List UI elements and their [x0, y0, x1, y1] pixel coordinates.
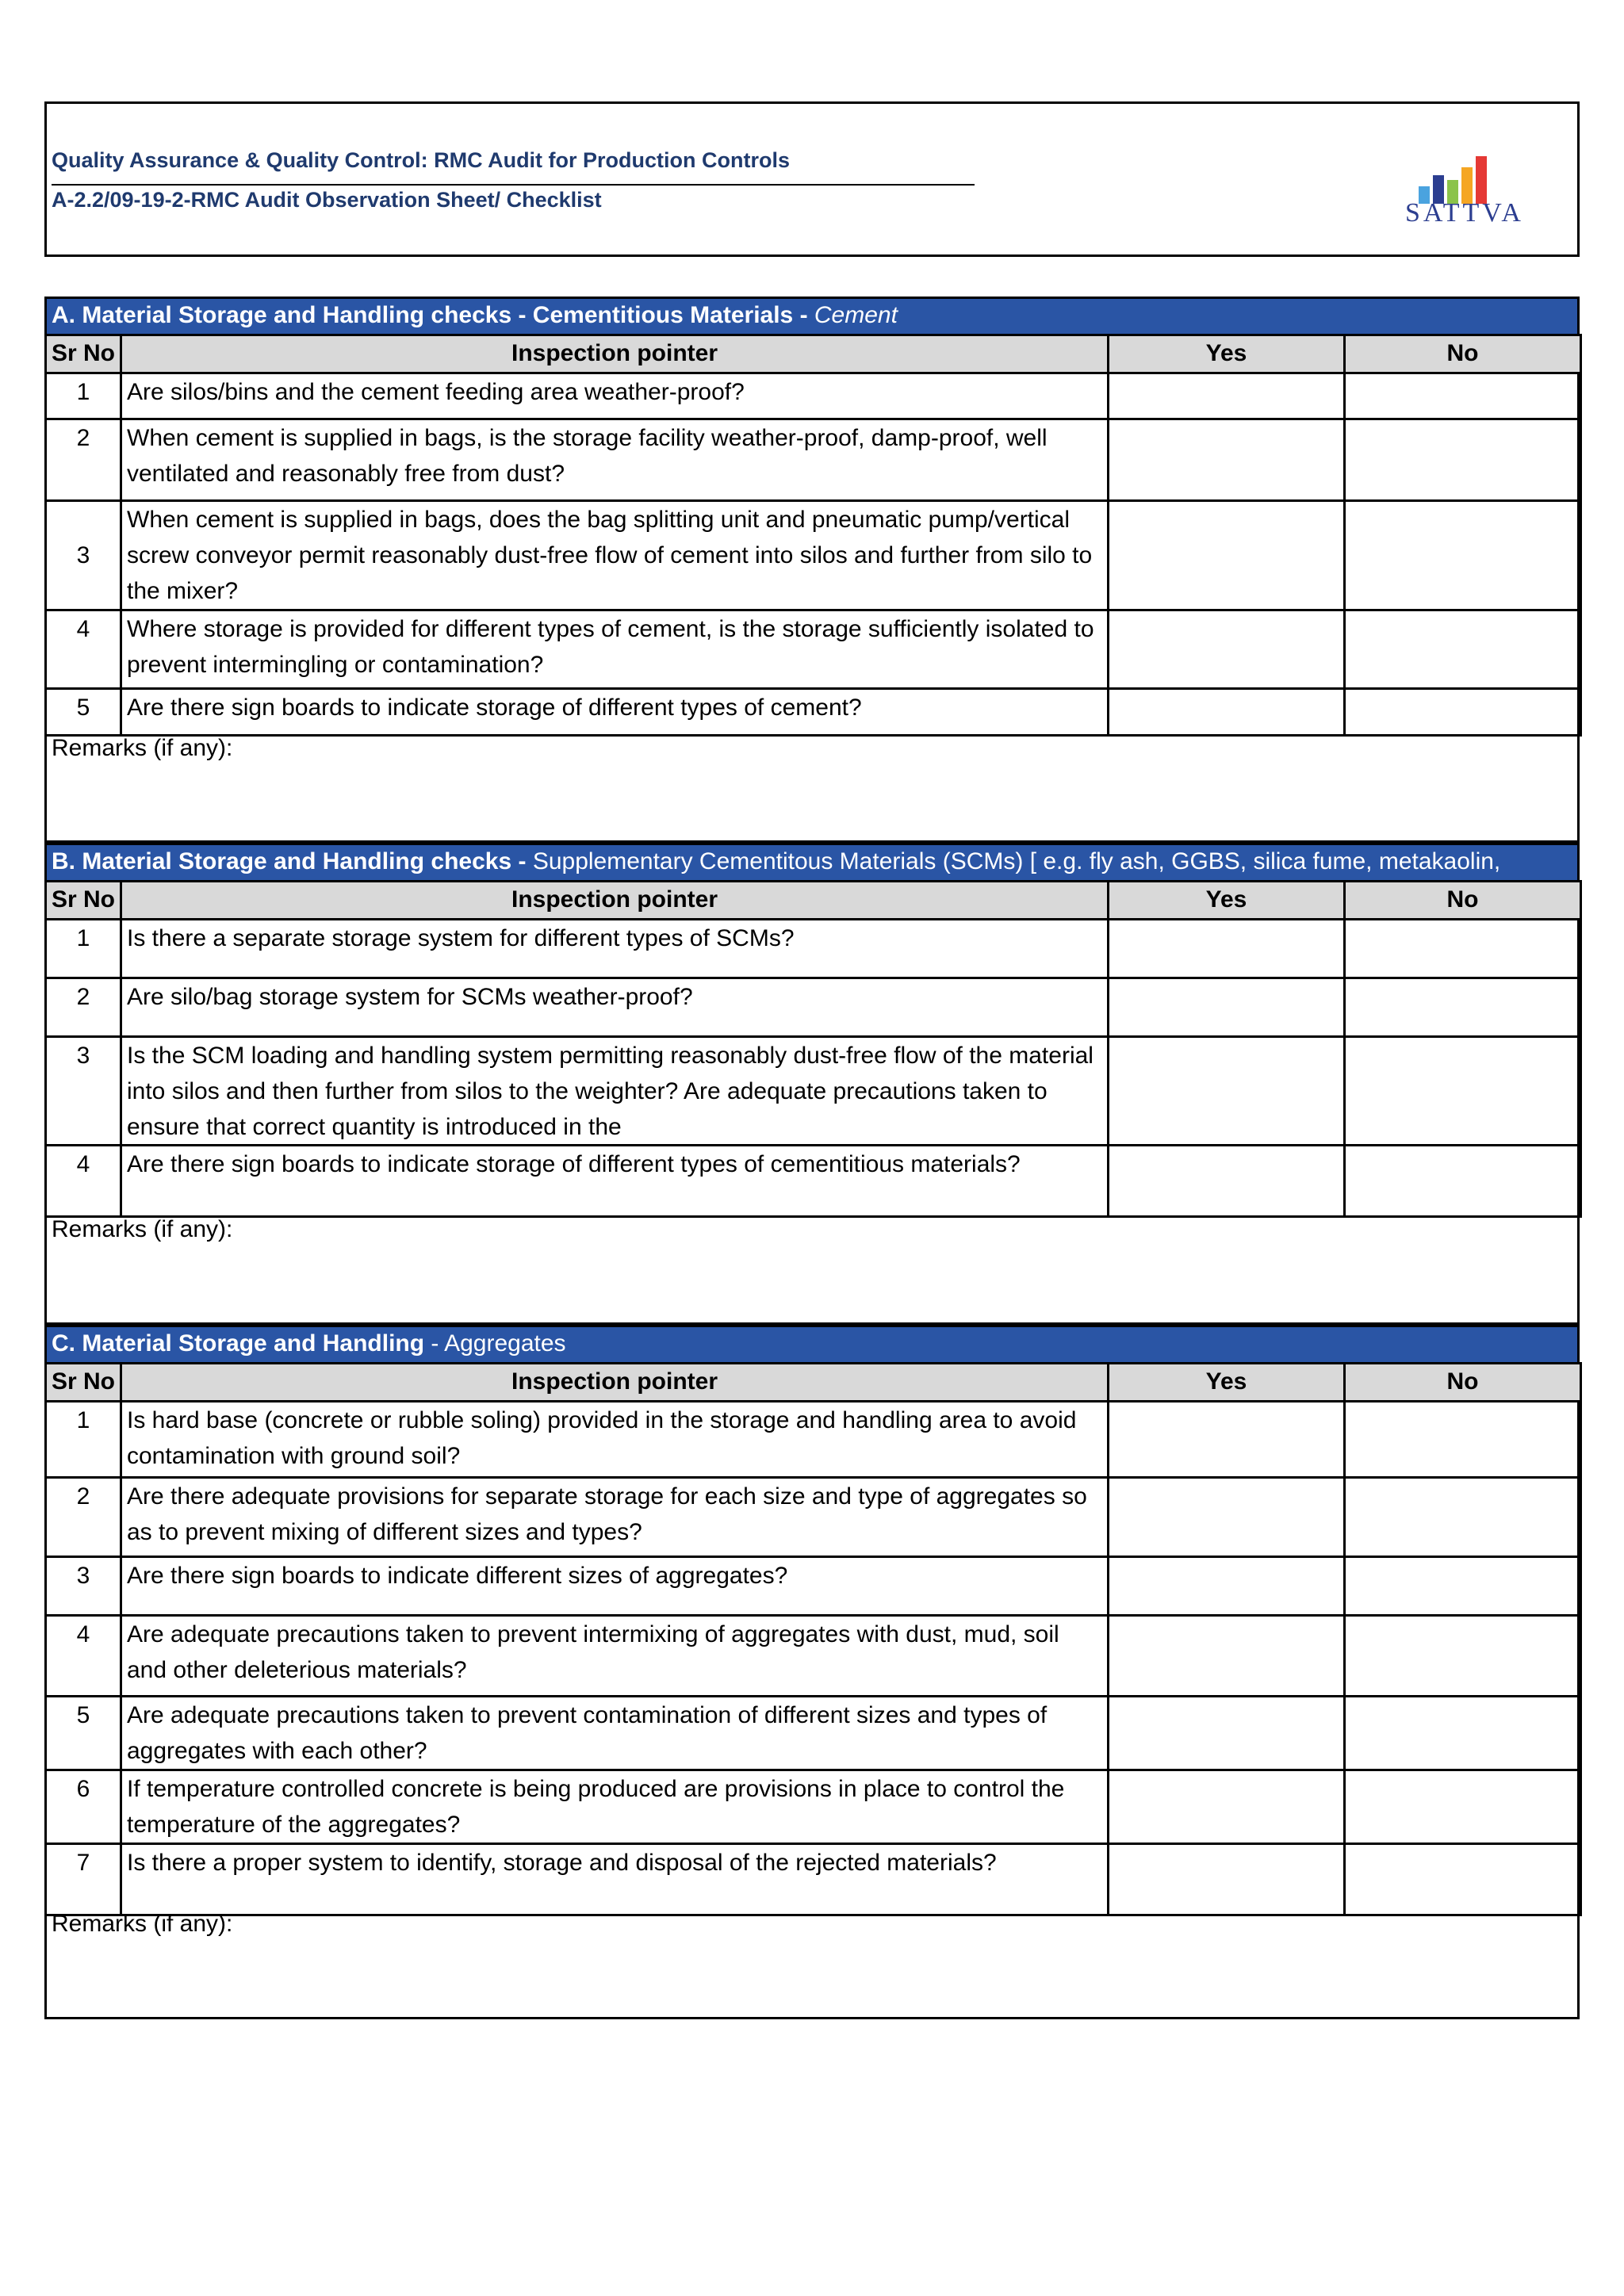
sr-no: 1 — [46, 920, 121, 978]
table-header-row — [46, 335, 1581, 373]
table-row — [46, 1478, 1581, 1557]
inspection-pointer: Are adequate precautions taken to prevent intermixing of aggregates with dust, mud, soil and other deleterious materials? — [121, 1616, 1109, 1697]
inspection-pointer: Is there a separate storage system for different types of SCMs? — [121, 920, 1109, 978]
no-cell[interactable] — [1345, 689, 1581, 736]
sr-no: 2 — [46, 978, 121, 1037]
inspection-pointer-header: Inspection pointer — [121, 335, 1109, 373]
sr-no: 1 — [46, 373, 121, 419]
section-c — [44, 1325, 1580, 2019]
sr-no: 2 — [46, 1478, 121, 1557]
sr-no: 3 — [46, 1037, 121, 1146]
yes-cell[interactable] — [1109, 1844, 1345, 1915]
no-cell[interactable] — [1345, 1037, 1581, 1146]
inspection-pointer: When cement is supplied in bags, does the bag splitting unit and pneumatic pump/vertical screw conveyor permit reasonably dust-free flow of cement into silos and further from silo to the mixer? — [121, 501, 1109, 610]
table-row — [46, 1557, 1581, 1616]
section-b-title — [47, 845, 1577, 880]
no-cell[interactable] — [1345, 1146, 1581, 1217]
sr-no: 7 — [46, 1844, 121, 1915]
inspection-pointer — [121, 1037, 1109, 1146]
document-title: Quality Assurance & Quality Control: RMC Audit for Production Controls — [52, 148, 791, 172]
no-header: No — [1345, 882, 1581, 920]
sr-no: 5 — [46, 1697, 121, 1770]
document-subtitle: A-2.2/09-19-2-RMC Audit Observation Sheet/ Checklist — [52, 188, 602, 212]
sr-no: 4 — [46, 610, 121, 689]
table-row — [46, 1402, 1581, 1478]
section-c-title-rest: - Aggregates — [424, 1330, 566, 1357]
section-a — [44, 297, 1580, 843]
table-row — [46, 1770, 1581, 1844]
section-b-table — [44, 880, 1582, 1218]
table-row — [46, 978, 1581, 1037]
remarks-label: Remarks (if any): — [52, 735, 233, 761]
table-row — [46, 501, 1581, 610]
yes-cell[interactable] — [1109, 689, 1345, 736]
no-cell[interactable] — [1345, 1770, 1581, 1844]
sr-no-header: Sr No — [46, 1364, 121, 1402]
sr-no-header: Sr No — [46, 335, 121, 373]
section-b-title-bold: B. Material Storage and Handling checks - — [52, 848, 533, 874]
section-c-table — [44, 1362, 1582, 1916]
no-cell[interactable] — [1345, 978, 1581, 1037]
sr-no: 3 — [46, 1557, 121, 1616]
table-row — [46, 1616, 1581, 1697]
inspection-pointer: Is hard base (concrete or rubble soling) provided in the storage and handling area to avoid contamination with ground soil? — [121, 1402, 1109, 1478]
no-cell[interactable] — [1345, 920, 1581, 978]
section-a-table — [44, 334, 1582, 737]
inspection-pointer: Are there sign boards to indicate different sizes of aggregates? — [121, 1557, 1109, 1616]
table-row — [46, 373, 1581, 419]
yes-cell[interactable] — [1109, 1146, 1345, 1217]
yes-cell[interactable] — [1109, 978, 1345, 1037]
inspection-pointer: Are silos/bins and the cement feeding area weather-proof? — [121, 373, 1109, 419]
section-c-title — [47, 1327, 1577, 1362]
no-header: No — [1345, 1364, 1581, 1402]
yes-cell[interactable] — [1109, 1697, 1345, 1770]
header-rule — [52, 184, 975, 186]
table-row — [46, 419, 1581, 501]
inspection-pointer: When cement is supplied in bags, is the storage facility weather-proof, damp-proof, well ventilated and reasonably free from dust? — [121, 419, 1109, 501]
inspection-pointer: Is there a proper system to identify, storage and disposal of the rejected materials? — [121, 1844, 1109, 1915]
no-cell[interactable] — [1345, 1478, 1581, 1557]
inspection-pointer: Are adequate precautions taken to prevent contamination of different sizes and types of aggregates with each other? — [121, 1697, 1109, 1770]
yes-header: Yes — [1109, 882, 1345, 920]
section-a-title — [47, 299, 1577, 334]
table-row — [46, 1146, 1581, 1217]
yes-cell[interactable] — [1109, 1616, 1345, 1697]
no-cell[interactable] — [1345, 419, 1581, 501]
section-b — [44, 843, 1580, 1325]
no-header: No — [1345, 335, 1581, 373]
inspection-pointer-header: Inspection pointer — [121, 1364, 1109, 1402]
yes-cell[interactable] — [1109, 610, 1345, 689]
inspection-pointer-text: Is the SCM loading and handling system permitting reasonably dust-free flow of the material into silos and then further from silos to the weighter? Are adequate precautions taken to ensure that correct quantity is introduced in the — [127, 1043, 1094, 1140]
inspection-pointer: If temperature controlled concrete is being produced are provisions in place to control the temperature of the aggregates? — [121, 1770, 1109, 1844]
inspection-pointer: Are there adequate provisions for separate storage for each size and type of aggregates so as to prevent mixing of different sizes and types? — [121, 1478, 1109, 1557]
yes-header: Yes — [1109, 1364, 1345, 1402]
sr-no-header: Sr No — [46, 882, 121, 920]
remarks-label: Remarks (if any): — [52, 1216, 233, 1242]
yes-cell[interactable] — [1109, 1402, 1345, 1478]
table-row — [46, 1697, 1581, 1770]
yes-header: Yes — [1109, 335, 1345, 373]
table-header-row — [46, 1364, 1581, 1402]
table-row — [46, 1037, 1581, 1146]
inspection-pointer-header: Inspection pointer — [121, 882, 1109, 920]
no-cell[interactable] — [1345, 1697, 1581, 1770]
sr-no: 1 — [46, 1402, 121, 1478]
document-header — [44, 101, 1580, 257]
table-row — [46, 689, 1581, 736]
section-c-title-bold: C. Material Storage and Handling — [52, 1330, 425, 1357]
logo-text: SATTVA — [1405, 198, 1524, 226]
no-cell[interactable] — [1345, 1402, 1581, 1478]
yes-cell[interactable] — [1109, 1770, 1345, 1844]
inspection-pointer: Are there sign boards to indicate storage of different types of cementitious materials? — [121, 1146, 1109, 1217]
yes-cell[interactable] — [1109, 1478, 1345, 1557]
inspection-pointer: Are there sign boards to indicate storage of different types of cement? — [121, 689, 1109, 736]
sr-no: 5 — [46, 689, 121, 736]
yes-cell[interactable] — [1109, 1557, 1345, 1616]
section-a-title-bold: A. Material Storage and Handling checks - Cementitious Materials - — [52, 302, 814, 328]
no-cell[interactable] — [1345, 1557, 1581, 1616]
no-cell[interactable] — [1345, 610, 1581, 689]
table-row — [46, 920, 1581, 978]
section-a-title-rest: Cement — [814, 302, 898, 328]
yes-cell[interactable] — [1109, 373, 1345, 419]
no-cell[interactable] — [1345, 1616, 1581, 1697]
yes-cell[interactable] — [1109, 501, 1345, 610]
yes-cell[interactable] — [1109, 419, 1345, 501]
section-b-title-rest: Supplementary Cementitous Materials (SCMs) [ e.g. fly ash, GGBS, silica fume, metakaolin, — [532, 848, 1501, 874]
remarks-label: Remarks (if any): — [52, 1911, 233, 1937]
yes-cell[interactable] — [1109, 920, 1345, 978]
table-row — [46, 610, 1581, 689]
no-cell[interactable] — [1345, 1844, 1581, 1915]
yes-cell[interactable] — [1109, 1037, 1345, 1146]
sr-no: 2 — [46, 419, 121, 501]
no-cell[interactable] — [1345, 373, 1581, 419]
sr-no: 4 — [46, 1146, 121, 1217]
no-cell[interactable] — [1345, 501, 1581, 610]
sr-no: 3 — [46, 501, 121, 610]
sattva-logo — [1363, 140, 1569, 226]
sr-no: 6 — [46, 1770, 121, 1844]
inspection-pointer: Are silo/bag storage system for SCMs weather-proof? — [121, 978, 1109, 1037]
table-header-row — [46, 882, 1581, 920]
table-row — [46, 1844, 1581, 1915]
inspection-pointer: Where storage is provided for different types of cement, is the storage sufficiently isolated to prevent intermingling or contamination? — [121, 610, 1109, 689]
sr-no: 4 — [46, 1616, 121, 1697]
